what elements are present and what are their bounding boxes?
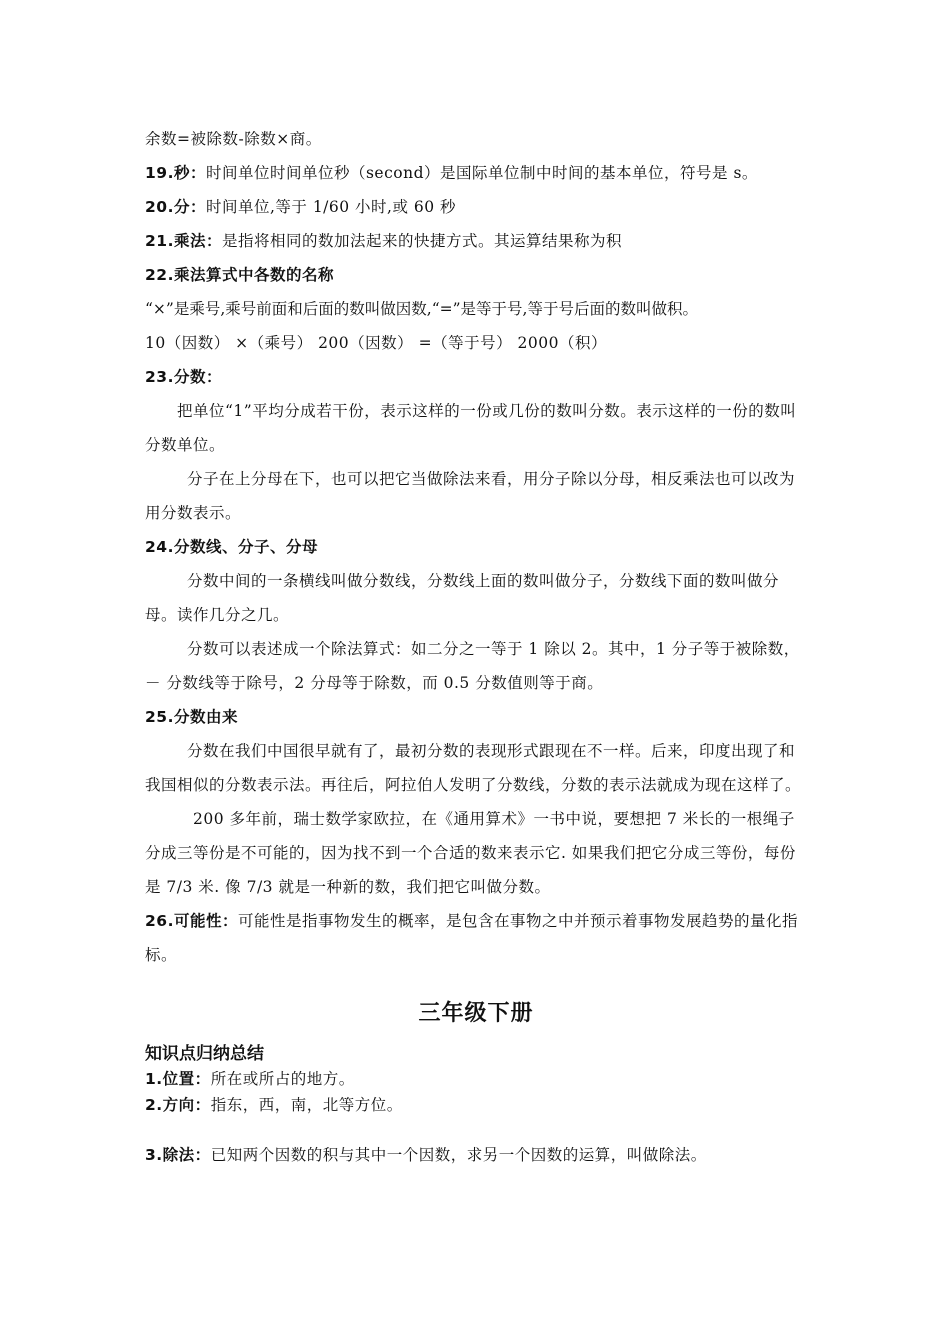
item-text: 时间单位时间单位秒（second）是国际单位制中时间的基本单位，符号是 s。: [205, 164, 758, 182]
paragraph: 分数中间的一条横线叫做分数线，分数线上面的数叫做分子，分数线下面的数叫做分母。读作几分之几。: [145, 572, 780, 624]
item-label: 1.位置：: [145, 1070, 211, 1088]
text-line: 余数=被除数-除数×商。: [145, 130, 322, 148]
spacer: [145, 1118, 807, 1142]
document-content: [145, 122, 807, 1168]
item-text: 时间单位,等于 1/60 小时,或 60 秒: [205, 198, 457, 216]
paragraph: 分数在我们中国很早就有了，最初分数的表现形式跟现在不一样。后来，印度出现了和我国相似的分数表示法。再往后，阿拉伯人发明了分数线，分数的表示法就成为现在这样了。: [145, 742, 802, 794]
paragraph: 把单位“1”平均分成若干份，表示这样的一份或几份的数叫分数。表示这样的一份的数叫分数单位。: [145, 402, 797, 454]
section-subtitle: 知识点归纳总结: [145, 1044, 264, 1064]
item-label: 21.乘法：: [145, 232, 222, 250]
item-25-heading: 25.分数由来: [145, 708, 238, 726]
item-text: 所在或所占的地方。: [210, 1070, 355, 1088]
item-23-heading: 23.分数：: [145, 368, 222, 386]
item-label: 20.分：: [145, 198, 206, 216]
item-label: 2.方向：: [145, 1096, 211, 1114]
section-title: 三年级下册: [418, 1001, 534, 1026]
item-text: 已知两个因数的积与其中一个因数，求另一个因数的运算，叫做除法。: [210, 1146, 707, 1164]
item-label: 19.秒：: [145, 164, 206, 182]
paragraph: 分数可以表述成一个除法算式：如二分之一等于 1 除以 2。其中，1 分子等于被除数，－ 分数线等于除号，2 分母等于除数，而 0.5 分数值则等于商。: [145, 640, 800, 692]
item-22-example: 10（因数） ×（乘号） 200（因数） =（等于号） 2000（积）: [145, 334, 607, 352]
item-text: 指东，西，南，北等方位。: [210, 1096, 403, 1114]
item-text: 可能性是指事物发生的概率，是包含在事物之中并预示着事物发展趋势的量化指标。: [145, 912, 798, 964]
item-26: [145, 904, 807, 972]
paragraph: 200 多年前，瑞士数学家欧拉，在《通用算术》一书中说，要想把 7 米长的一根绳子分成三等份是不可能的，因为找不到一个合适的数来表示它. 如果我们把它分成三等份，每份是 7/3 米. 像 7/3 就是一种新的数，我们把它叫做分数。: [145, 810, 796, 896]
item-19: [145, 156, 807, 190]
paragraph: 分子在上分母在下，也可以把它当做除法来看，用分子除以分母，相反乘法也可以改为用分数表示。: [145, 470, 796, 522]
item-20: [145, 190, 807, 224]
item-3: [145, 1142, 807, 1168]
item-label: 26.可能性：: [145, 912, 238, 930]
item-text: 是指将相同的数加法起来的快捷方式。其运算结果称为积: [221, 232, 622, 250]
item-label: 3.除法：: [145, 1146, 211, 1164]
item-22-heading: 22.乘法算式中各数的名称: [145, 266, 334, 284]
item-22-text: “×”是乘号,乘号前面和后面的数叫做因数,“=”是等于号,等于号后面的数叫做积。: [145, 300, 698, 318]
item-2: [145, 1092, 807, 1118]
item-1: [145, 1066, 807, 1092]
item-24-heading: 24.分数线、分子、分母: [145, 538, 318, 556]
item-21: [145, 224, 807, 258]
